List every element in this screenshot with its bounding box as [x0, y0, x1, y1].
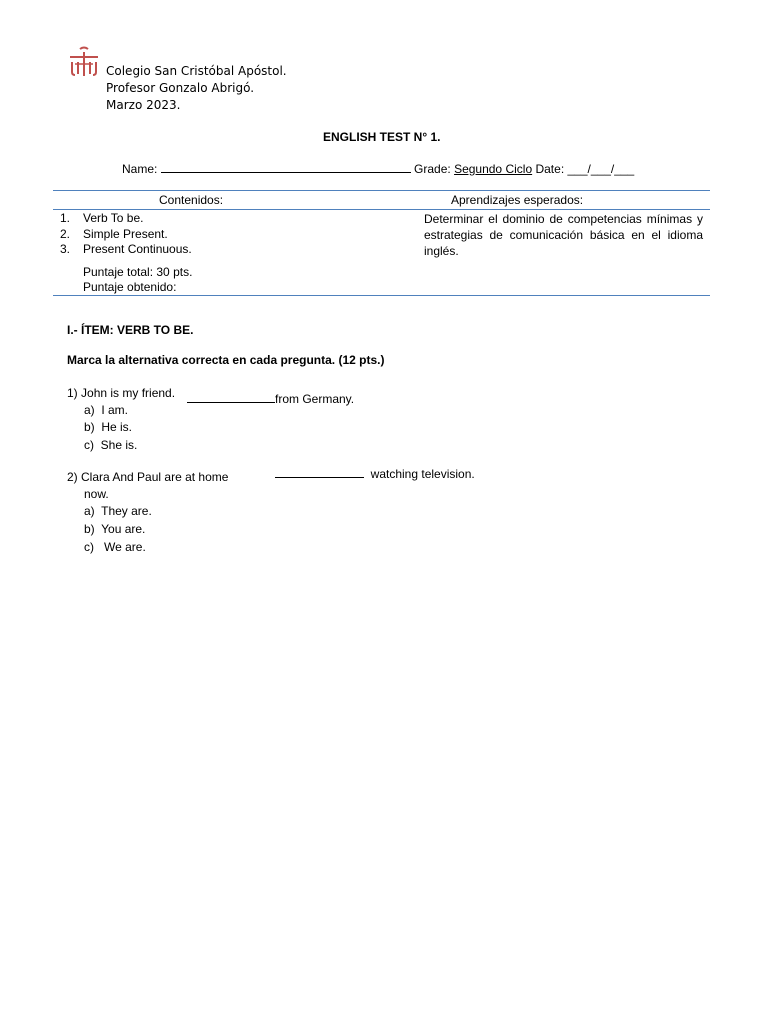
- list-item: 3. Present Continuous.: [60, 242, 192, 256]
- expected-learning-text: Determinar el dominio de competencias mínimas y estrategias de comunicación básica en el idioma inglés.: [424, 212, 703, 258]
- question-2: [67, 470, 228, 484]
- table-top-rule: [53, 190, 710, 191]
- header-date: Marzo 2023.: [106, 98, 181, 112]
- grade-value: Segundo Ciclo: [454, 162, 533, 176]
- option-a[interactable]: a) I am.: [84, 403, 129, 417]
- option-b[interactable]: b) He is.: [84, 420, 133, 434]
- question-1: [67, 386, 175, 400]
- answer-blank[interactable]: [275, 463, 364, 478]
- option-b[interactable]: b) You are.: [84, 522, 146, 536]
- list-item: 1. Verb To be.: [60, 211, 144, 225]
- option-c[interactable]: c) She is.: [84, 438, 138, 452]
- option-c[interactable]: c) We are.: [84, 540, 146, 554]
- name-field[interactable]: [161, 172, 411, 173]
- table-bottom-rule: [53, 295, 710, 296]
- question-1-blank-wrap: [187, 388, 354, 406]
- expected-learning-header: Aprendizajes esperados:: [451, 193, 584, 207]
- question-2-blank-wrap: [275, 463, 475, 481]
- date-field[interactable]: ___/___/___: [567, 162, 635, 176]
- total-score: Puntaje total: 30 pts.: [83, 265, 193, 279]
- question-tail: from Germany.: [275, 392, 355, 406]
- teacher-name: Profesor Gonzalo Abrigó.: [106, 81, 255, 95]
- obtained-score: Puntaje obtenido:: [83, 280, 177, 294]
- school-name: Colegio San Cristóbal Apóstol.: [106, 64, 287, 78]
- question-number: 1): [67, 386, 78, 400]
- list-item: 2. Simple Present.: [60, 226, 168, 241]
- question-tail: watching television.: [370, 467, 475, 481]
- name-label: Name:: [122, 162, 158, 176]
- contents-list: [53, 211, 192, 258]
- page-title: ENGLISH TEST N° 1.: [323, 130, 441, 144]
- school-logo: [67, 46, 101, 78]
- option-a[interactable]: a) They are.: [84, 504, 152, 518]
- question-text: Clara And Paul are at home: [81, 470, 229, 484]
- date-label: Date:: [535, 162, 565, 176]
- grade-label: Grade:: [414, 162, 451, 176]
- section-instruction: Marca la alternativa correcta en cada pregunta. (12 pts.): [67, 353, 385, 367]
- question-number: 2): [67, 470, 78, 484]
- answer-blank[interactable]: [187, 388, 275, 403]
- section-title: I.- ÍTEM: VERB TO BE.: [67, 323, 194, 337]
- info-line: [122, 162, 634, 176]
- table-header-rule: [53, 209, 710, 210]
- contents-header: Contenidos:: [159, 193, 224, 207]
- question-text: John is my friend.: [81, 386, 176, 400]
- question-continuation: now.: [84, 487, 109, 501]
